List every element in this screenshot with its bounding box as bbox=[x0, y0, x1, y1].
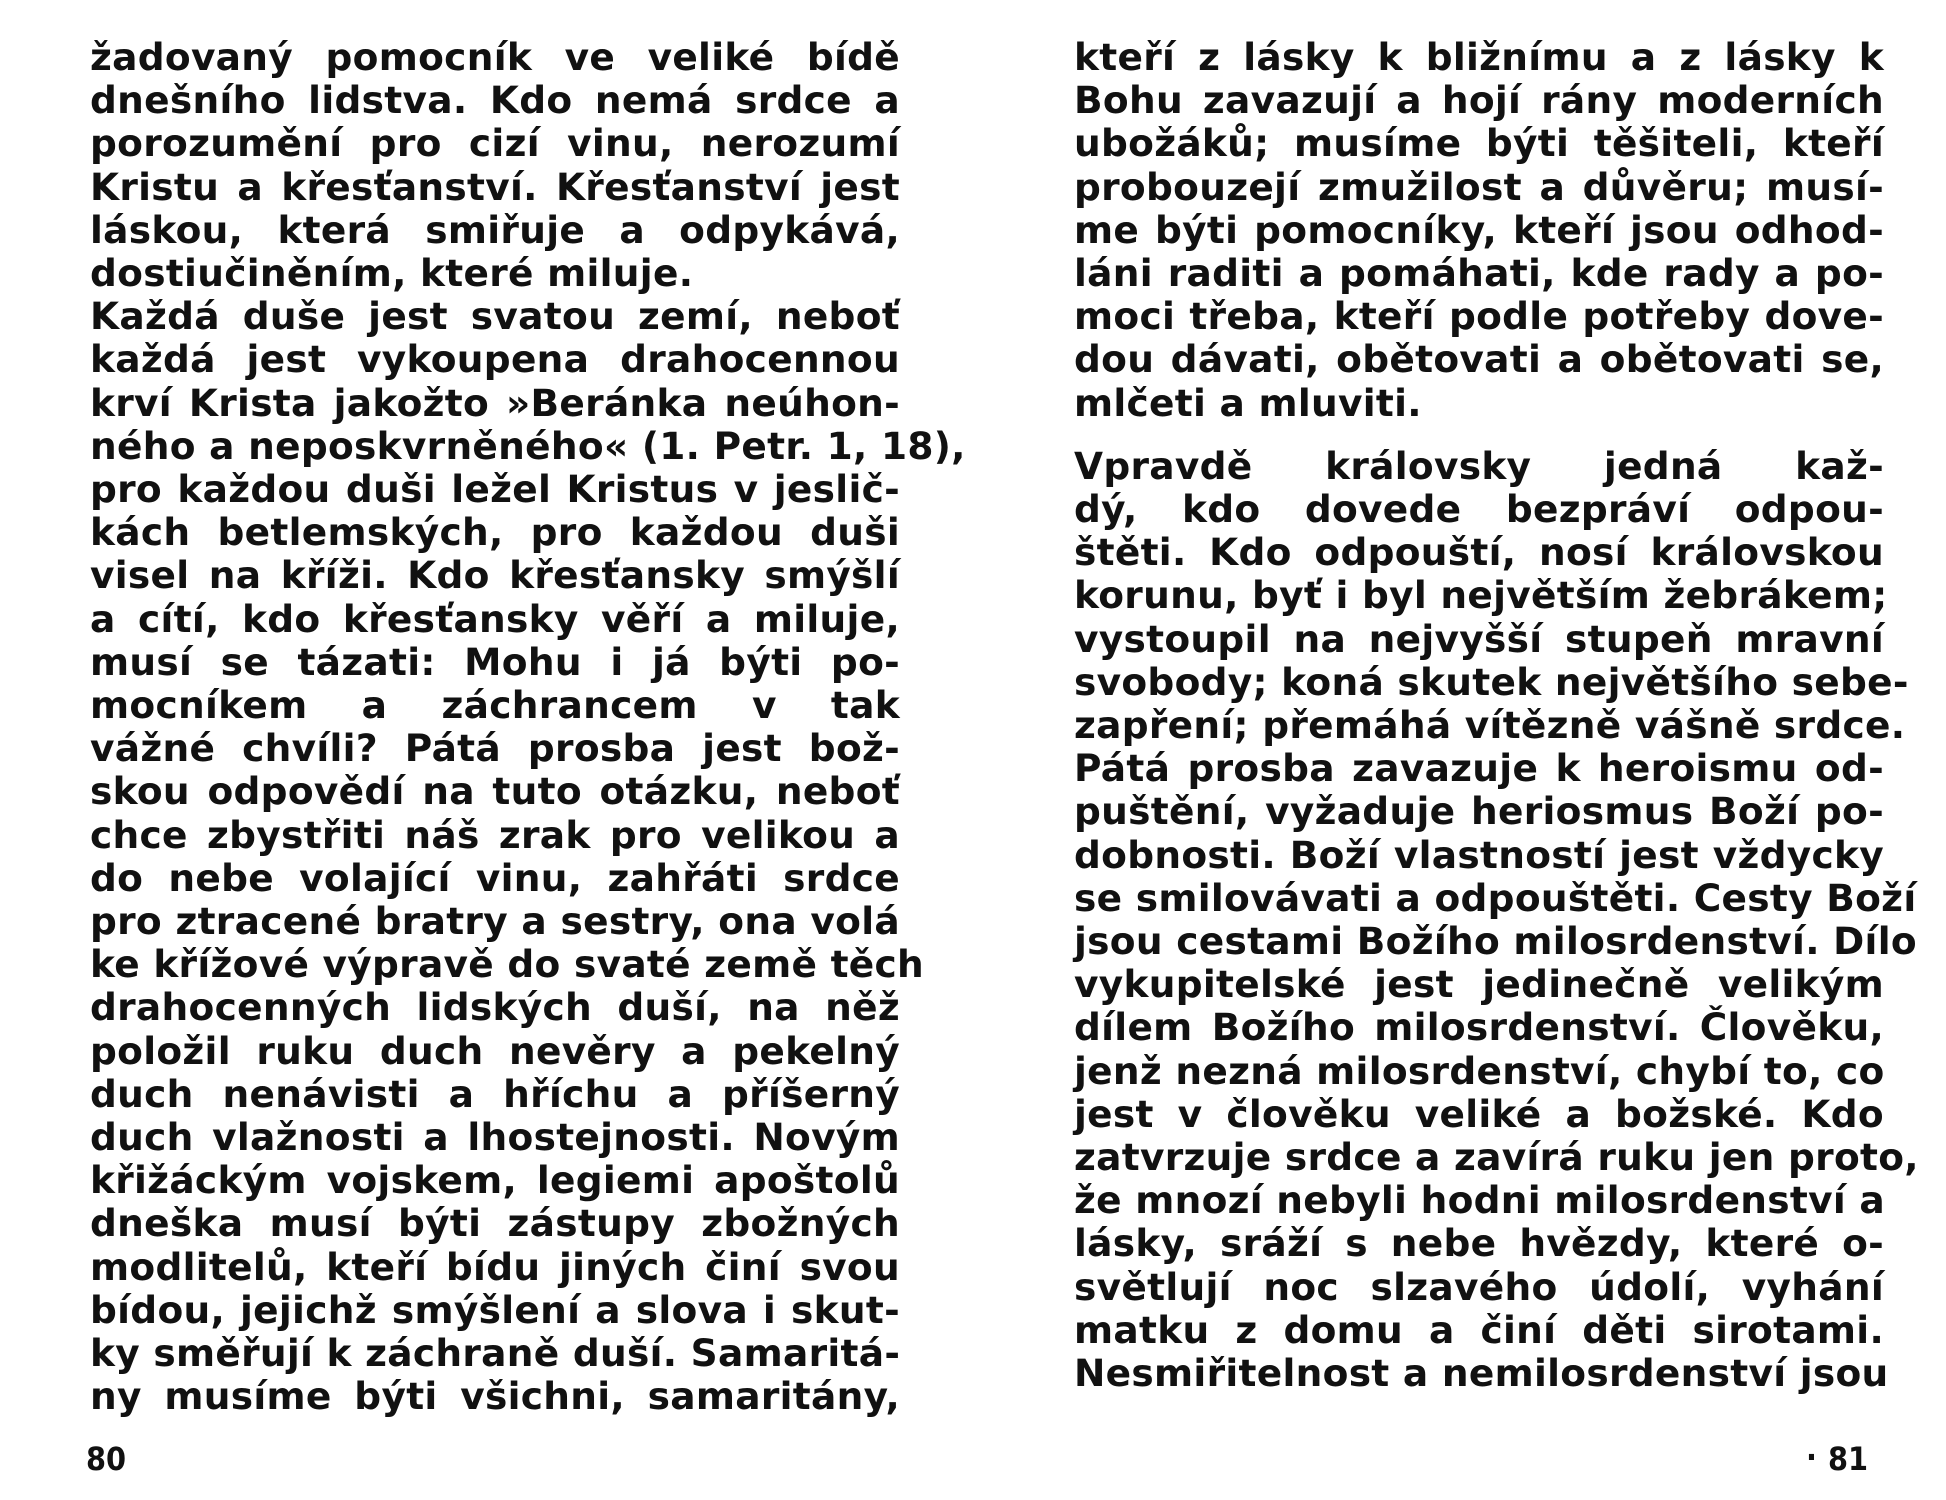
text-line: pro ztracené bratry a sestry, ona volá bbox=[90, 899, 900, 944]
text-line: korunu, byť i byl největším žebrákem; bbox=[1074, 573, 1888, 618]
text-line: dou dávati, obětovati a obětovati se, bbox=[1074, 337, 1884, 382]
text-line: dnešního lidstva. Kdo nemá srdce a bbox=[90, 78, 900, 123]
text-line: že mnozí nebyli hodni milosrdenství a bbox=[1074, 1178, 1886, 1223]
text-line: ky směřují k záchraně duší. Samaritá- bbox=[90, 1331, 901, 1376]
text-line: Nesmiřitelnost a nemilosrdenství jsou bbox=[1074, 1351, 1889, 1396]
text-line: ke křížové výpravě do svaté země těch bbox=[90, 942, 925, 987]
text-line: puštění, vyžaduje heriosmus Boží po- bbox=[1074, 789, 1884, 834]
text-line: každá jest vykoupena drahocennou bbox=[90, 337, 900, 382]
text-line: kách betlemských, pro každou duši bbox=[90, 510, 900, 555]
text-line: matku z domu a činí děti sirotami. bbox=[1074, 1307, 1884, 1352]
text-line: dostiučiněním, které miluje. bbox=[90, 251, 694, 296]
text-line: lásky, sráží s nebe hvězdy, které o- bbox=[1074, 1221, 1884, 1266]
text-line: vážné chvíli? Pátá prosba jest bož- bbox=[90, 726, 900, 771]
text-line: Kristu a křesťanství. Křesťanství jest bbox=[90, 164, 900, 209]
text-line: dý, kdo dovede bezpráví odpou- bbox=[1074, 487, 1884, 532]
text-line: zapření; přemáhá vítězně vášně srdce. bbox=[1074, 703, 1906, 748]
text-line: probouzejí zmužilost a důvěru; musí- bbox=[1074, 164, 1884, 209]
text-line: pro každou duši ležel Kristus v jeslič- bbox=[90, 467, 900, 512]
text-line: musí se tázati: Mohu i já býti po- bbox=[90, 639, 900, 684]
text-line: mocníkem a záchrancem v tak bbox=[90, 683, 900, 728]
text-line: visel na kříži. Kdo křesťansky smýšlí bbox=[90, 553, 900, 598]
text-line: položil ruku duch nevěry a pekelný bbox=[90, 1028, 900, 1073]
text-line: zatvrzuje srdce a zavírá ruku jen proto, bbox=[1074, 1135, 1919, 1180]
text-line: bídou, jejichž smýšlení a slova i skut- bbox=[90, 1287, 900, 1332]
text-line: vykupitelské jest jedinečně velikým bbox=[1074, 962, 1884, 1007]
text-line: moci třeba, kteří podle potřeby dove- bbox=[1074, 294, 1884, 339]
page-number-left: 80 bbox=[86, 1440, 127, 1478]
paragraph bbox=[90, 294, 966, 1419]
text-line: dílem Božího milosrdenství. Člověku, bbox=[1074, 1005, 1884, 1050]
text-line: kteří z lásky k bližnímu a z lásky k bbox=[1074, 35, 1884, 79]
left-page bbox=[90, 35, 966, 1419]
text-line: jest v člověku veliké a božské. Kdo bbox=[1074, 1091, 1884, 1136]
paragraph bbox=[1074, 443, 1919, 1396]
paragraph bbox=[90, 36, 900, 295]
text-line: Bohu zavazují a hojí rány moderních bbox=[1074, 78, 1884, 123]
text-line: láskou, která smiřuje a odpykává, bbox=[90, 207, 900, 252]
text-line: Každá duše jest svatou zemí, neboť bbox=[90, 294, 900, 339]
text-line: Pátá prosba zavazuje k heroismu od- bbox=[1074, 746, 1884, 791]
text-line: a cítí, kdo křesťansky věří a miluje, bbox=[90, 596, 900, 641]
text-line: dobnosti. Boží vlastností jest vždycky bbox=[1074, 832, 1884, 877]
text-line: křižáckým vojskem, legiemi apoštolů bbox=[90, 1158, 900, 1203]
text-line: do nebe volající vinu, zahřáti srdce bbox=[90, 855, 900, 900]
text-line: modlitelů, kteří bídu jiných činí svou bbox=[90, 1244, 900, 1289]
text-line: Vpravdě královsky jedná kaž- bbox=[1074, 443, 1884, 488]
text-line: skou odpovědí na tuto otázku, neboť bbox=[90, 769, 900, 814]
text-line: štěti. Kdo odpouští, nosí královskou bbox=[1074, 530, 1884, 575]
text-line: drahocenných lidských duší, na něž bbox=[90, 985, 900, 1030]
text-line: chce zbystřiti náš zrak pro velikou a bbox=[90, 812, 900, 857]
text-line: žadovaný pomocník ve veliké bídě bbox=[90, 35, 900, 79]
paragraph bbox=[1074, 36, 1884, 425]
text-line: ného a neposkvrněného« (1. Petr. 1, 18), bbox=[90, 423, 966, 468]
text-line: krví Krista jakožto »Beránka neúhon- bbox=[90, 380, 900, 425]
text-line: svobody; koná skutek největšího sebe- bbox=[1074, 659, 1909, 704]
text-line: dneška musí býti zástupy zbožných bbox=[90, 1201, 900, 1246]
text-line: vystoupil na nejvyšší stupeň mravní bbox=[1074, 616, 1884, 661]
page-number-right: · 81 bbox=[1828, 1440, 1868, 1478]
text-line: ubožáků; musíme býti těšiteli, kteří bbox=[1074, 121, 1884, 166]
text-line: světlují noc slzavého údolí, vyhání bbox=[1074, 1264, 1884, 1309]
text-line: se smilovávati a odpouštěti. Cesty Boží bbox=[1074, 875, 1917, 920]
text-line: mlčeti a mluviti. bbox=[1074, 380, 1422, 425]
text-line: porozumění pro cizí vinu, nerozumí bbox=[90, 121, 900, 166]
text-line: jsou cestami Božího milosrdenství. Dílo bbox=[1074, 919, 1917, 964]
text-line: duch vlažnosti a lhostejnosti. Novým bbox=[90, 1115, 900, 1160]
text-line: duch nenávisti a hříchu a příšerný bbox=[90, 1071, 900, 1116]
text-line: ny musíme býti všichni, samaritány, bbox=[90, 1374, 900, 1419]
text-line: láni raditi a pomáhati, kde rady a po- bbox=[1074, 251, 1884, 296]
text-line: me býti pomocníky, kteří jsou odhod- bbox=[1074, 207, 1884, 252]
text-line: jenž nezná milosrdenství, chybí to, co bbox=[1074, 1048, 1885, 1093]
right-page bbox=[1074, 35, 1919, 1396]
